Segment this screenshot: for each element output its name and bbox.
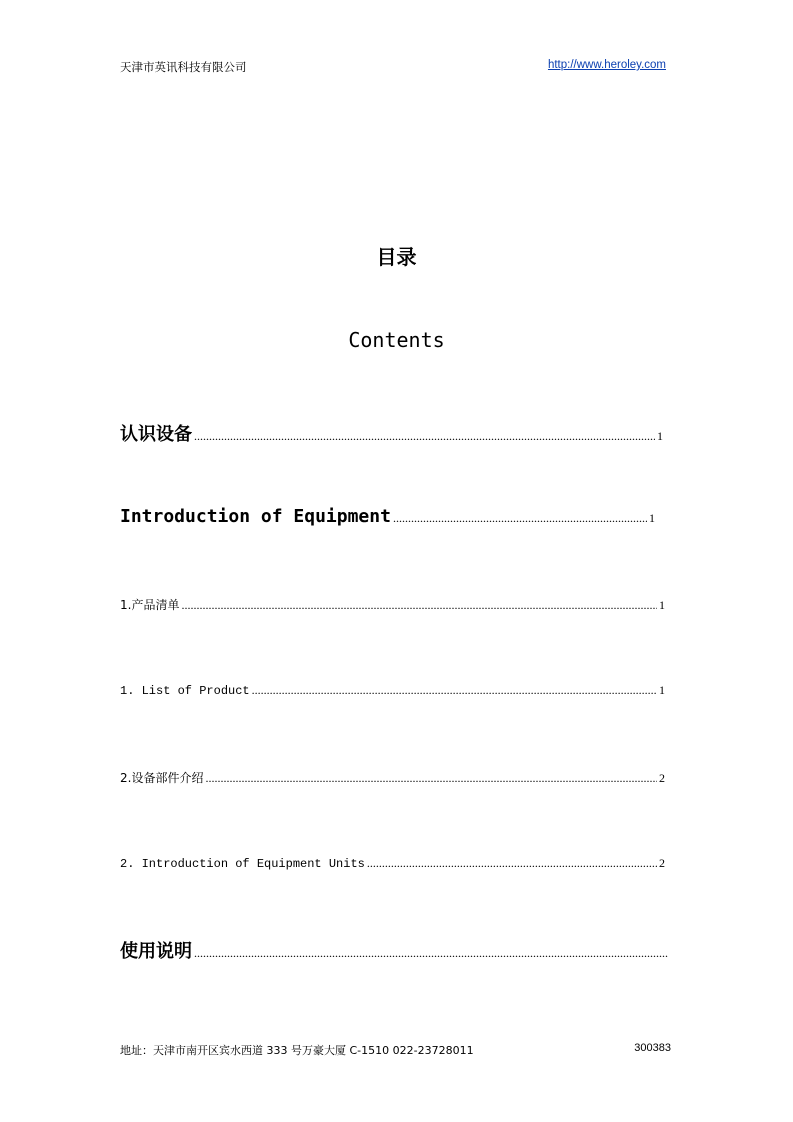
toc-entry-page: 1 xyxy=(659,598,665,612)
toc-entry-page: 1 xyxy=(657,429,663,443)
toc-entry[interactable] xyxy=(120,683,665,698)
toc-title-english: Contents xyxy=(348,328,445,352)
toc-entry-label: 认识设备 xyxy=(120,424,192,445)
toc-entry[interactable] xyxy=(120,937,670,963)
toc-entry-label: 2. Introduction of Equipment Units xyxy=(120,857,365,871)
toc-entry-page: 1 xyxy=(659,683,665,697)
toc-entry-label: Introduction of Equipment xyxy=(120,506,391,527)
toc-entry-page: 2 xyxy=(659,771,665,785)
toc-entry-label: 1.产品清单 xyxy=(120,598,180,612)
toc-leader-dots xyxy=(181,598,657,613)
toc-leader-dots xyxy=(252,683,657,698)
toc-leader-dots xyxy=(393,511,647,526)
toc-entry[interactable] xyxy=(120,856,665,871)
toc-entry-page: 1 xyxy=(649,511,655,525)
footer-address: 地址：天津市南开区宾水西道 333 号万豪大厦 C-1510 022-23728011 xyxy=(120,1044,474,1057)
toc-leader-dots xyxy=(194,946,668,961)
toc-entry[interactable] xyxy=(120,596,665,613)
toc-entry-label: 1. List of Product xyxy=(120,684,250,698)
toc-leader-dots xyxy=(367,856,657,871)
toc-entry[interactable] xyxy=(120,420,663,446)
toc-entry-label: 使用说明 xyxy=(120,941,192,962)
toc-leader-dots xyxy=(194,429,655,444)
toc-entry-label: 2.设备部件介绍 xyxy=(120,771,204,785)
toc-entry[interactable] xyxy=(120,769,665,786)
toc-entry-page: 2 xyxy=(659,856,665,870)
toc-entry[interactable] xyxy=(120,506,655,527)
header-website-link[interactable]: http://www.heroley.com xyxy=(547,59,666,71)
header-company-name: 天津市英讯科技有限公司 xyxy=(120,60,247,74)
footer-postal-code: 300383 xyxy=(634,1042,671,1054)
toc-title-chinese: 目录 xyxy=(376,245,417,269)
toc-leader-dots xyxy=(205,771,657,786)
